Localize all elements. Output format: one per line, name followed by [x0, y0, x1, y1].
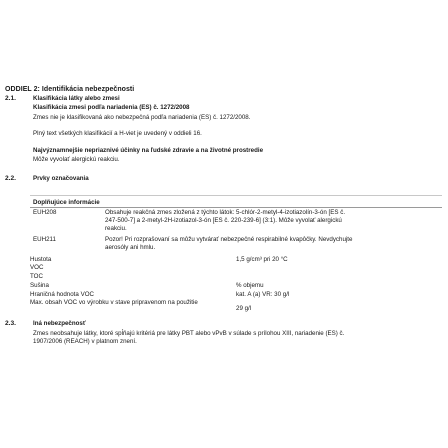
hazard-code: EUH211	[33, 236, 56, 243]
adverse-effects-heading: Najvýznamnejšie nepriaznivé účinky na ľudské zdravie a na životné prostredie	[33, 147, 264, 154]
hazard-text-line: reakciu.	[105, 225, 127, 232]
section-2-2-number: 2.2.	[5, 175, 16, 182]
other-hazards-text-line: 1907/2006 (REACH) v platnom znení.	[33, 338, 137, 345]
section-2-2-heading: Prvky označovania	[33, 175, 89, 182]
hazard-text-line: 247-500-7] a 2-metyl-2H-izotiazol-3-ón [ES č. 220-239-6] (3:1). Môže vyvolať alergickú	[105, 217, 342, 224]
hazard-code: EUH208	[33, 209, 57, 216]
property-value: 1,5 g/cm³ pri 20 °C	[236, 256, 288, 263]
section-2-3-heading: Iná nebezpečnosť	[33, 320, 86, 327]
property-value: % objemu	[236, 282, 264, 289]
property-label: TOC	[30, 273, 43, 280]
property-label: VOC	[30, 264, 44, 271]
property-label: Sušina	[30, 282, 49, 289]
supplementary-info-heading: Doplňujúce informácie	[33, 199, 100, 206]
section-title: ODDIEL 2: Identifikácia nebezpečnosti	[5, 86, 135, 93]
hazard-text-line: Pozor! Pri rozprašovaní sa môžu vytvárať nebezpečné respirabilné kvapôčky. Nevdychujte	[105, 236, 353, 243]
classification-text: Zmes nie je klasifikovaná ako nebezpečná podľa nariadenia (ES) č. 1272/2008.	[33, 114, 251, 121]
divider	[30, 195, 442, 196]
property-label: Max. obsah VOC vo výrobku v stave pripravenom na použitie	[30, 299, 198, 306]
property-value: kat. A (a) VR: 30 g/l	[236, 291, 290, 298]
classification-heading: Klasifikácia zmesi podľa nariadenia (ES) č. 1272/2008	[33, 104, 190, 111]
hazard-text-line: aerosóly ani hmlu.	[105, 244, 156, 251]
property-label: Hustota	[30, 256, 52, 263]
other-hazards-text-line: Zmes neobsahuje látky, ktoré spĺňajú kritériá pre látky PBT alebo vPvB v súlade s prílohou XIII, nariadenie (ES) č.	[33, 330, 345, 337]
section-2-3-number: 2.3.	[5, 320, 16, 327]
adverse-effects-text: Môže vyvolať alergickú reakciu.	[33, 156, 120, 163]
hazard-text-line: Obsahuje reakčná zmes zložená z týchto látok: 5-chlór-2-metyl-4-izotiazolín-3-ón [ES č.	[105, 209, 346, 216]
table-rule	[30, 207, 442, 208]
property-label: Hraničná hodnota VOC	[30, 291, 94, 298]
section-2-1-heading: Klasifikácia látky alebo zmesi	[33, 95, 120, 102]
full-text-note: Plný text všetkých klasifikácií a H-viet je uvedený v oddieli 16.	[33, 130, 202, 137]
property-value: 29 g/l	[236, 305, 252, 312]
section-2-1-number: 2.1.	[5, 95, 16, 102]
